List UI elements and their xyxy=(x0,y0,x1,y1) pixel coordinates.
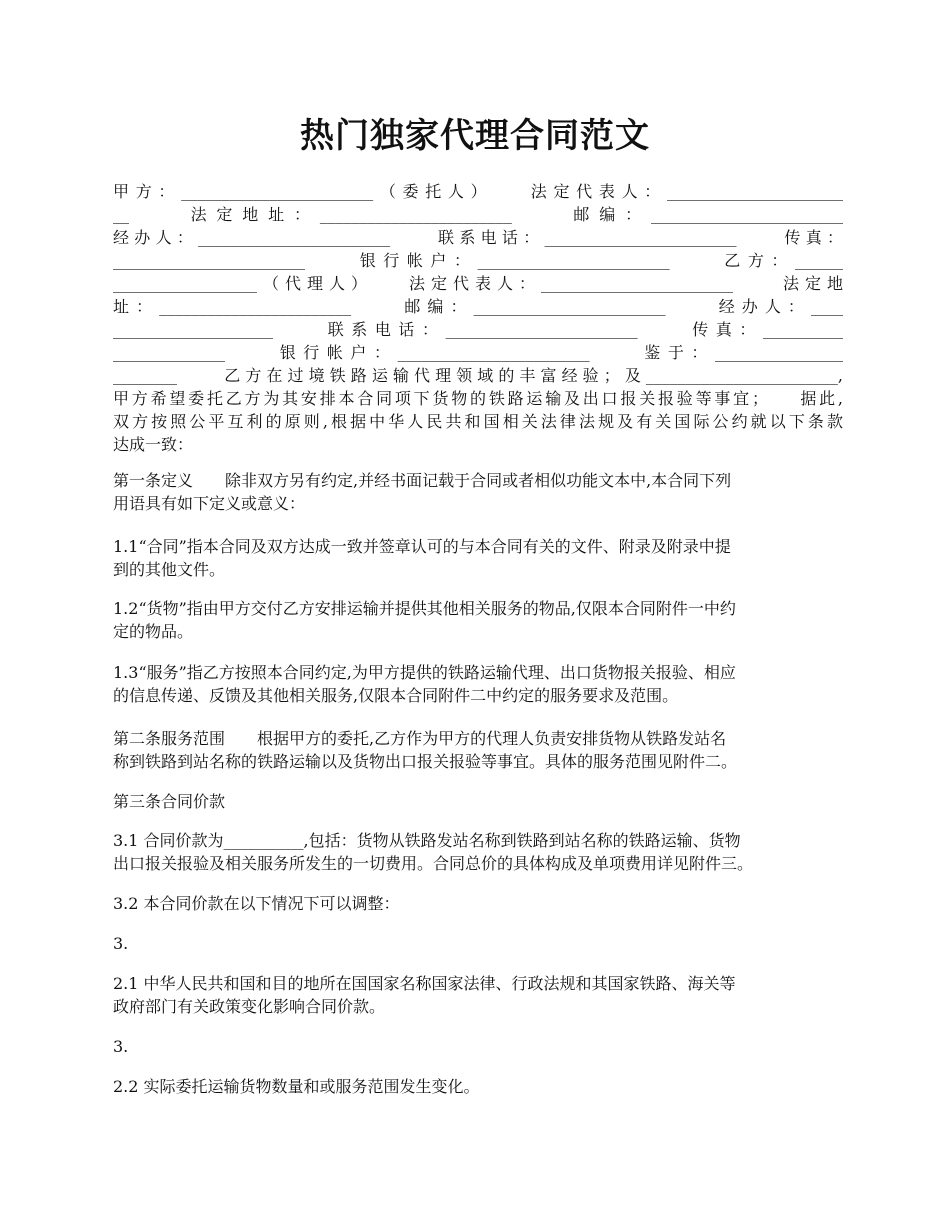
paragraph-line: 称到铁路到站名称的铁路运输以及货物出口报关报验等事宜。具体的服务范围见附件二。 xyxy=(113,752,738,771)
party-info-line: ________ 乙方在过境铁路运输代理领域的丰富经验；及________________________, xyxy=(113,366,843,385)
clause-1-1 xyxy=(113,535,853,581)
paragraph-line: 的信息传递、反馈及其他相关服务,仅限本合同附件二中约定的服务要求及范围。 xyxy=(113,686,679,705)
paragraph-line: 2.1 中华人民共和国和目的地所在国国家名称国家法律、行政法规和其国家铁路、海关等 xyxy=(113,974,736,993)
party-info-line: 达成一致： xyxy=(113,435,194,454)
clause-3-2 xyxy=(113,892,853,915)
party-info-line: 甲方：________________________（委托人） 法定代表人：______________________ xyxy=(113,182,843,201)
clause-2-2 xyxy=(113,1075,853,1098)
paragraph-line: 政府部门有关政策变化影响合同价款。 xyxy=(113,997,386,1016)
party-info-line: ____________________ 联系电话：________________________ 传真：__________ xyxy=(113,320,843,339)
clause-number-fragment xyxy=(113,932,853,955)
paragraph-line: 第二条服务范围 根据甲方的委托,乙方作为甲方的代理人负责安排货物从铁路发站名 xyxy=(113,729,727,748)
party-info-line: 双方按照公平互利的原则,根据中华人民共和国相关法律法规及有关国际公约就以下条款 xyxy=(113,412,843,431)
party-info-line: __ 法定地址：________________________ 邮编：________________________ xyxy=(113,205,843,224)
document-title: 热门独家代理合同范文 xyxy=(300,116,650,156)
clause-number-fragment xyxy=(113,1035,853,1058)
party-info-line: 经办人：________________________ 联系电话：________________________ 传真： xyxy=(113,228,843,247)
paragraph-line: 1.3“服务”指乙方按照本合同约定,为甲方提供的铁路运输代理、出口货物报关报验、相应 xyxy=(113,663,736,682)
clause-1-2 xyxy=(113,597,853,643)
paragraph-line: 到的其他文件。 xyxy=(113,560,226,579)
party-info-line: 址：________________________ 邮编：________________________ 经办人：____ xyxy=(113,297,843,316)
party-info-block xyxy=(113,180,843,456)
paragraph-line: 1.1“合同”指本合同及双方达成一致并签章认可的与本合同有关的文件、附录及附录中提 xyxy=(113,537,731,556)
paragraph-line: 用语具有如下定义或意义： xyxy=(113,494,306,513)
paragraph-line: 定的物品。 xyxy=(113,622,194,641)
paragraph-line: 第一条定义 除非双方另有约定,并经书面记载于合同或者相似功能文本中,本合同下列 xyxy=(113,471,732,490)
paragraph-line: 1.2“货物”指由甲方交付乙方安排运输并提供其他相关服务的物品,仅限本合同附件一中约 xyxy=(113,599,736,618)
party-info-line: __________________（代理人） 法定代表人：________________________ 法定地 xyxy=(113,274,843,293)
clause-2-1 xyxy=(113,972,853,1018)
clause-1-definitions xyxy=(113,469,853,515)
party-info-line: ______________ 银行帐户：________________________ 鉴于：________________ xyxy=(113,343,843,362)
party-info-line: 甲方希望委托乙方为其安排本合同项下货物的铁路运输及出口报关报验等事宜； 据此, xyxy=(113,389,843,408)
party-info-line: ________________________ 银行帐户：________________________ 乙方：______ xyxy=(113,251,843,270)
paragraph-line: 2.2 实际委托运输货物数量和或服务范围发生变化。 xyxy=(113,1077,480,1096)
clause-1-3 xyxy=(113,661,853,707)
paragraph-line: 第三条合同价款 xyxy=(113,792,226,811)
clause-2-service-scope xyxy=(113,727,853,773)
clause-3-1 xyxy=(113,829,853,875)
paragraph-line: 出口报关报验及相关服务所发生的一切费用。合同总价的具体构成及单项费用详见附件三。 xyxy=(113,854,754,873)
clause-3-heading xyxy=(113,790,853,813)
paragraph-line: 3.1 合同价款为__________,包括：货物从铁路发站名称到铁路到站名称的铁路运输、货物 xyxy=(113,831,741,850)
paragraph-line: 3.2 本合同价款在以下情况下可以调整： xyxy=(113,894,400,913)
paragraph-line: 3. xyxy=(113,1037,129,1056)
paragraph-line: 3. xyxy=(113,934,129,953)
